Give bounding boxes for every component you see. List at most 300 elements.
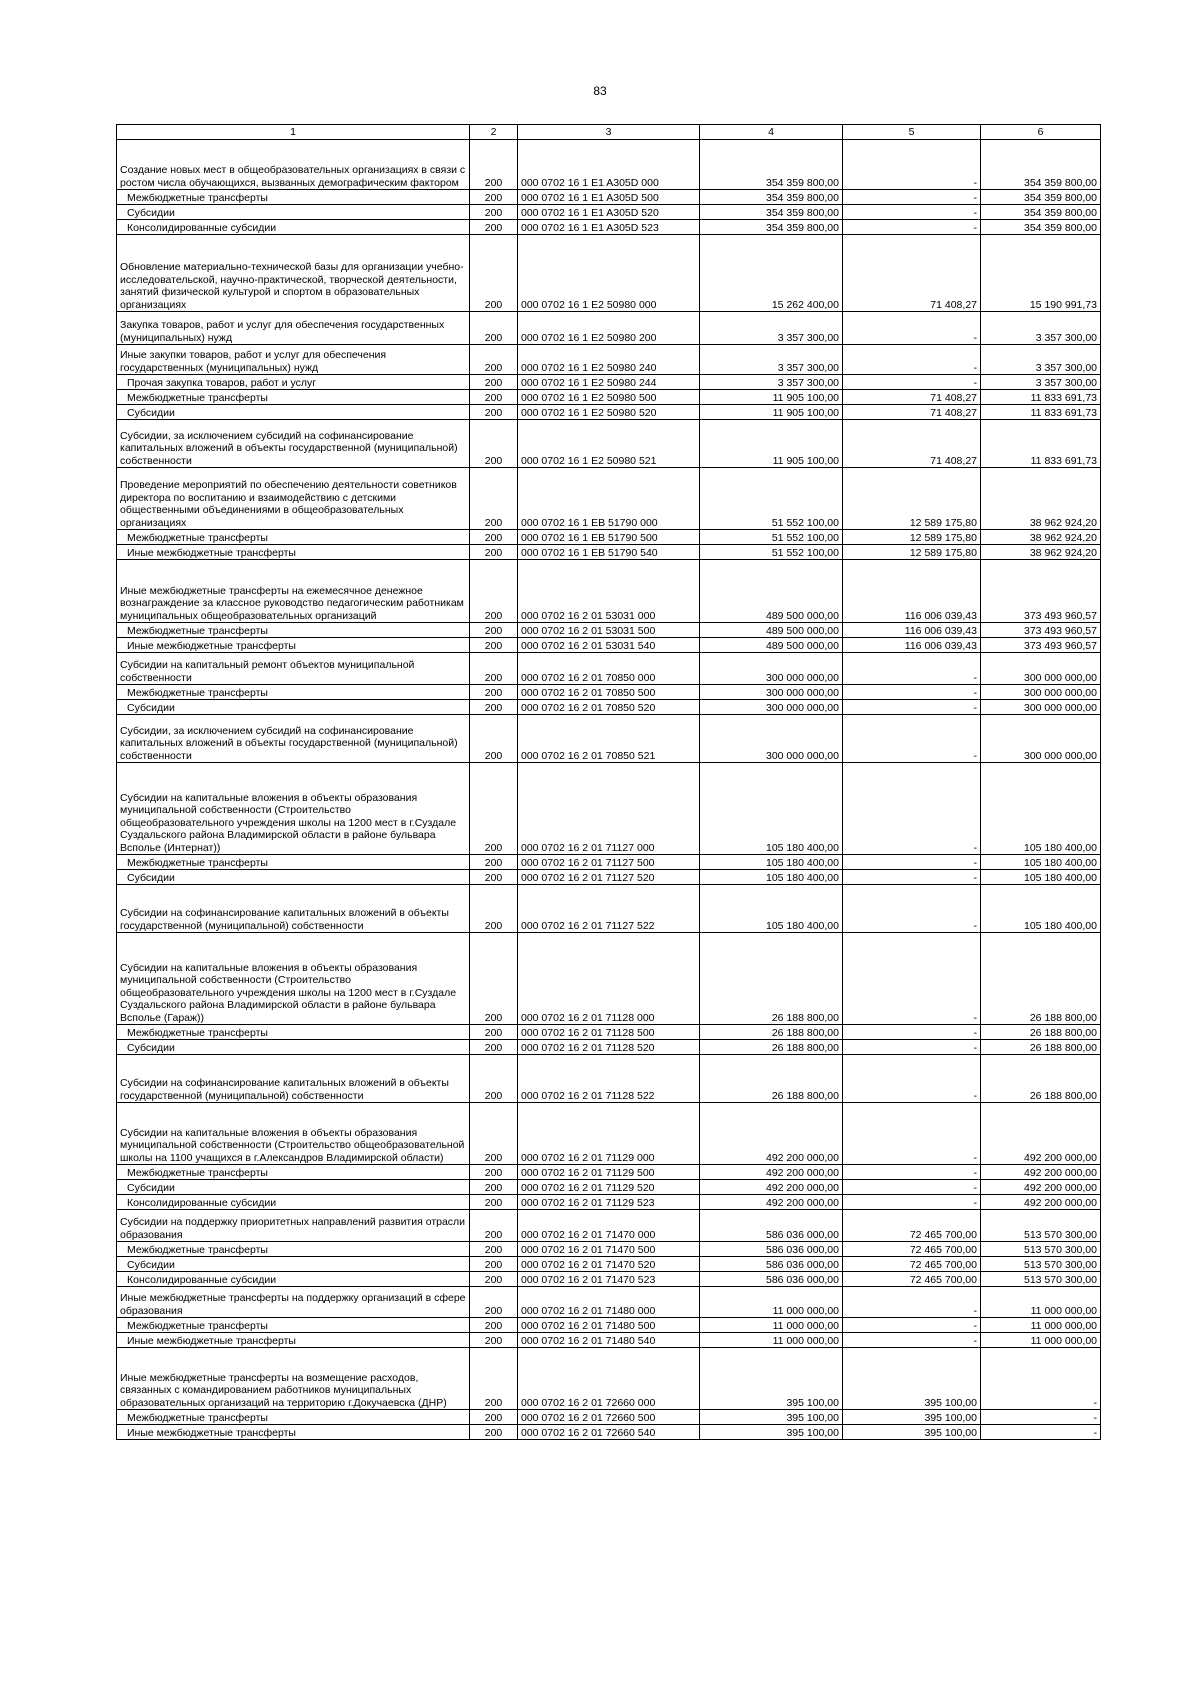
table-row [117, 1055, 1101, 1103]
row-executed-amount-cell: 116 006 039,43 [843, 623, 981, 638]
table-row [117, 1165, 1101, 1180]
row-budget-code-cell: 000 0702 16 2 01 71480 540 [518, 1333, 700, 1348]
row-name-cell: Межбюджетные трансферты [117, 1410, 470, 1425]
table-row [117, 220, 1101, 235]
row-budget-code-cell: 000 0702 16 2 01 71480 500 [518, 1318, 700, 1333]
table-row [117, 685, 1101, 700]
table-row [117, 1025, 1101, 1040]
row-admin-code-cell: 200 [470, 220, 518, 235]
table-row [117, 560, 1101, 623]
row-approved-amount-cell: 11 905 100,00 [700, 390, 843, 405]
table-row [117, 405, 1101, 420]
row-admin-code-cell: 200 [470, 1210, 518, 1242]
row-name-cell: Консолидированные субсидии [117, 1272, 470, 1287]
column-header: 4 [700, 125, 843, 140]
row-budget-code-cell: 000 0702 16 2 01 70850 500 [518, 685, 700, 700]
row-executed-amount-cell: - [843, 1025, 981, 1040]
table-row [117, 1180, 1101, 1195]
row-remaining-amount-cell: 26 188 800,00 [981, 1055, 1101, 1103]
row-admin-code-cell: 200 [470, 345, 518, 375]
row-remaining-amount-cell: 354 359 800,00 [981, 220, 1101, 235]
row-budget-code-cell: 000 0702 16 1 E1 A305D 000 [518, 140, 700, 190]
row-name-cell: Закупка товаров, работ и услуг для обеспечения государственных (муниципальных) нужд [117, 312, 470, 345]
row-admin-code-cell: 200 [470, 1287, 518, 1318]
table-row [117, 1242, 1101, 1257]
row-admin-code-cell: 200 [470, 235, 518, 312]
row-approved-amount-cell: 26 188 800,00 [700, 1055, 843, 1103]
row-budget-code-cell: 000 0702 16 1 EB 51790 000 [518, 468, 700, 530]
row-name-cell: Субсидии на капитальный ремонт объектов муниципальной собственности [117, 653, 470, 685]
row-executed-amount-cell: - [843, 855, 981, 870]
row-admin-code-cell: 200 [470, 638, 518, 653]
table-row [117, 1287, 1101, 1318]
table-row [117, 1103, 1101, 1165]
row-remaining-amount-cell: 11 833 691,73 [981, 420, 1101, 468]
row-admin-code-cell: 200 [470, 545, 518, 560]
row-budget-code-cell: 000 0702 16 1 E2 50980 000 [518, 235, 700, 312]
row-admin-code-cell: 200 [470, 855, 518, 870]
row-budget-code-cell: 000 0702 16 1 E1 A305D 500 [518, 190, 700, 205]
table-row [117, 140, 1101, 190]
row-admin-code-cell: 200 [470, 1025, 518, 1040]
row-remaining-amount-cell: 38 962 924,20 [981, 530, 1101, 545]
row-budget-code-cell: 000 0702 16 2 01 71129 520 [518, 1180, 700, 1195]
row-approved-amount-cell: 11 000 000,00 [700, 1333, 843, 1348]
table-row [117, 468, 1101, 530]
row-name-cell: Межбюджетные трансферты [117, 855, 470, 870]
row-approved-amount-cell: 395 100,00 [700, 1410, 843, 1425]
row-executed-amount-cell: 12 589 175,80 [843, 545, 981, 560]
row-approved-amount-cell: 300 000 000,00 [700, 685, 843, 700]
row-approved-amount-cell: 489 500 000,00 [700, 560, 843, 623]
table-row [117, 870, 1101, 885]
row-budget-code-cell: 000 0702 16 2 01 71127 500 [518, 855, 700, 870]
row-approved-amount-cell: 492 200 000,00 [700, 1165, 843, 1180]
row-budget-code-cell: 000 0702 16 2 01 71127 520 [518, 870, 700, 885]
row-admin-code-cell: 200 [470, 390, 518, 405]
row-name-cell: Межбюджетные трансферты [117, 530, 470, 545]
row-admin-code-cell: 200 [470, 700, 518, 715]
column-header: 5 [843, 125, 981, 140]
row-budget-code-cell: 000 0702 16 1 EB 51790 540 [518, 545, 700, 560]
row-remaining-amount-cell: 105 180 400,00 [981, 763, 1101, 855]
row-budget-code-cell: 000 0702 16 2 01 53031 540 [518, 638, 700, 653]
row-approved-amount-cell: 51 552 100,00 [700, 545, 843, 560]
table-row [117, 933, 1101, 1025]
row-approved-amount-cell: 11 905 100,00 [700, 420, 843, 468]
table-row [117, 638, 1101, 653]
row-admin-code-cell: 200 [470, 623, 518, 638]
row-admin-code-cell: 200 [470, 140, 518, 190]
row-name-cell: Субсидии на софинансирование капитальных вложений в объекты государственной (муниципальной) собственности [117, 885, 470, 933]
row-budget-code-cell: 000 0702 16 1 E2 50980 521 [518, 420, 700, 468]
row-name-cell: Иные межбюджетные трансферты [117, 1333, 470, 1348]
row-remaining-amount-cell: 513 570 300,00 [981, 1272, 1101, 1287]
row-admin-code-cell: 200 [470, 1242, 518, 1257]
row-name-cell: Иные закупки товаров, работ и услуг для обеспечения государственных (муниципальных) нужд [117, 345, 470, 375]
row-name-cell: Субсидии [117, 1180, 470, 1195]
row-approved-amount-cell: 26 188 800,00 [700, 1040, 843, 1055]
row-executed-amount-cell: - [843, 885, 981, 933]
row-budget-code-cell: 000 0702 16 2 01 71129 000 [518, 1103, 700, 1165]
row-name-cell: Субсидии, за исключением субсидий на софинансирование капитальных вложений в объекты государственной (муниципальной) собственности [117, 420, 470, 468]
row-executed-amount-cell: - [843, 1318, 981, 1333]
row-admin-code-cell: 200 [470, 1055, 518, 1103]
row-executed-amount-cell: - [843, 220, 981, 235]
row-remaining-amount-cell: 492 200 000,00 [981, 1103, 1101, 1165]
table-row [117, 390, 1101, 405]
row-approved-amount-cell: 3 357 300,00 [700, 312, 843, 345]
row-remaining-amount-cell: 354 359 800,00 [981, 205, 1101, 220]
row-executed-amount-cell: - [843, 1165, 981, 1180]
row-remaining-amount-cell: 513 570 300,00 [981, 1257, 1101, 1272]
row-approved-amount-cell: 15 262 400,00 [700, 235, 843, 312]
table-row [117, 1272, 1101, 1287]
column-header: 2 [470, 125, 518, 140]
row-admin-code-cell: 200 [470, 1410, 518, 1425]
row-remaining-amount-cell: 105 180 400,00 [981, 885, 1101, 933]
row-name-cell: Иные межбюджетные трансферты [117, 638, 470, 653]
row-name-cell: Субсидии, за исключением субсидий на софинансирование капитальных вложений в объекты государственной (муниципальной) собственности [117, 715, 470, 763]
row-approved-amount-cell: 586 036 000,00 [700, 1272, 843, 1287]
row-executed-amount-cell: 71 408,27 [843, 235, 981, 312]
row-admin-code-cell: 200 [470, 375, 518, 390]
row-name-cell: Межбюджетные трансферты [117, 1025, 470, 1040]
row-name-cell: Межбюджетные трансферты [117, 190, 470, 205]
table-row [117, 420, 1101, 468]
row-admin-code-cell: 200 [470, 530, 518, 545]
row-name-cell: Субсидии на софинансирование капитальных вложений в объекты государственной (муниципальной) собственности [117, 1055, 470, 1103]
row-remaining-amount-cell: 26 188 800,00 [981, 933, 1101, 1025]
row-admin-code-cell: 200 [470, 420, 518, 468]
table-row [117, 700, 1101, 715]
row-remaining-amount-cell: 11 000 000,00 [981, 1333, 1101, 1348]
row-executed-amount-cell: 116 006 039,43 [843, 560, 981, 623]
row-approved-amount-cell: 105 180 400,00 [700, 870, 843, 885]
row-remaining-amount-cell: 300 000 000,00 [981, 653, 1101, 685]
row-name-cell: Иные межбюджетные трансферты на поддержку организаций в сфере образования [117, 1287, 470, 1318]
row-remaining-amount-cell: - [981, 1425, 1101, 1440]
row-remaining-amount-cell: 300 000 000,00 [981, 715, 1101, 763]
row-admin-code-cell: 200 [470, 1103, 518, 1165]
row-executed-amount-cell: - [843, 1180, 981, 1195]
row-executed-amount-cell: 116 006 039,43 [843, 638, 981, 653]
row-budget-code-cell: 000 0702 16 1 EB 51790 500 [518, 530, 700, 545]
row-admin-code-cell: 200 [470, 1040, 518, 1055]
table-row [117, 885, 1101, 933]
table-row [117, 530, 1101, 545]
row-name-cell: Субсидии на капитальные вложения в объекты образования муниципальной собственности (Строительство общеобразовательного учреждения школы на 1200 мест в г.Суздале Суздальского района Владимирской области в районе бульвара Всполье (Гараж)) [117, 933, 470, 1025]
row-remaining-amount-cell: 11 000 000,00 [981, 1318, 1101, 1333]
row-remaining-amount-cell: 373 493 960,57 [981, 638, 1101, 653]
row-executed-amount-cell: - [843, 1103, 981, 1165]
row-executed-amount-cell: 72 465 700,00 [843, 1257, 981, 1272]
row-executed-amount-cell: - [843, 1040, 981, 1055]
row-approved-amount-cell: 11 000 000,00 [700, 1318, 843, 1333]
row-approved-amount-cell: 300 000 000,00 [700, 653, 843, 685]
row-executed-amount-cell: 395 100,00 [843, 1410, 981, 1425]
row-executed-amount-cell: - [843, 140, 981, 190]
row-executed-amount-cell: - [843, 205, 981, 220]
row-budget-code-cell: 000 0702 16 2 01 53031 500 [518, 623, 700, 638]
row-name-cell: Создание новых мест в общеобразовательных организациях в связи с ростом числа обучающихся, вызванных демографическим фактором [117, 140, 470, 190]
row-budget-code-cell: 000 0702 16 2 01 71127 000 [518, 763, 700, 855]
row-remaining-amount-cell: 26 188 800,00 [981, 1025, 1101, 1040]
row-remaining-amount-cell: - [981, 1348, 1101, 1410]
row-budget-code-cell: 000 0702 16 1 E2 50980 520 [518, 405, 700, 420]
table-row [117, 1040, 1101, 1055]
row-budget-code-cell: 000 0702 16 2 01 70850 521 [518, 715, 700, 763]
row-executed-amount-cell: - [843, 870, 981, 885]
row-name-cell: Межбюджетные трансферты [117, 1318, 470, 1333]
row-remaining-amount-cell: 3 357 300,00 [981, 375, 1101, 390]
row-remaining-amount-cell: 300 000 000,00 [981, 685, 1101, 700]
table-row [117, 1348, 1101, 1410]
row-name-cell: Иные межбюджетные трансферты [117, 1425, 470, 1440]
row-executed-amount-cell: - [843, 1333, 981, 1348]
row-executed-amount-cell: 71 408,27 [843, 405, 981, 420]
table-row [117, 190, 1101, 205]
row-remaining-amount-cell: 105 180 400,00 [981, 855, 1101, 870]
table-row [117, 855, 1101, 870]
row-approved-amount-cell: 11 905 100,00 [700, 405, 843, 420]
column-header: 1 [117, 125, 470, 140]
row-name-cell: Субсидии на поддержку приоритетных направлений развития отрасли образования [117, 1210, 470, 1242]
row-budget-code-cell: 000 0702 16 2 01 71470 500 [518, 1242, 700, 1257]
table-row [117, 235, 1101, 312]
row-remaining-amount-cell: 354 359 800,00 [981, 140, 1101, 190]
table-row [117, 1333, 1101, 1348]
row-name-cell: Субсидии на капитальные вложения в объекты образования муниципальной собственности (Строительство общеобразовательного учреждения школы на 1200 мест в г.Суздале Суздальского района Владимирской области в районе бульвара Всполье (Интернат)) [117, 763, 470, 855]
row-name-cell: Иные межбюджетные трансферты на возмещение расходов, связанных с командированием работников муниципальных образовательных организаций на территорию г.Докучаевска (ДНР) [117, 1348, 470, 1410]
row-budget-code-cell: 000 0702 16 1 E1 A305D 523 [518, 220, 700, 235]
row-name-cell: Иные межбюджетные трансферты [117, 545, 470, 560]
row-name-cell: Межбюджетные трансферты [117, 623, 470, 638]
table-row [117, 1410, 1101, 1425]
row-approved-amount-cell: 492 200 000,00 [700, 1103, 843, 1165]
row-remaining-amount-cell: - [981, 1410, 1101, 1425]
row-remaining-amount-cell: 11 000 000,00 [981, 1287, 1101, 1318]
row-name-cell: Межбюджетные трансферты [117, 390, 470, 405]
row-admin-code-cell: 200 [470, 653, 518, 685]
row-name-cell: Субсидии [117, 700, 470, 715]
row-admin-code-cell: 200 [470, 405, 518, 420]
row-remaining-amount-cell: 3 357 300,00 [981, 312, 1101, 345]
table-row [117, 1257, 1101, 1272]
row-executed-amount-cell: 395 100,00 [843, 1348, 981, 1410]
row-admin-code-cell: 200 [470, 870, 518, 885]
row-budget-code-cell: 000 0702 16 2 01 71470 000 [518, 1210, 700, 1242]
row-admin-code-cell: 200 [470, 763, 518, 855]
row-approved-amount-cell: 51 552 100,00 [700, 530, 843, 545]
row-admin-code-cell: 200 [470, 190, 518, 205]
row-name-cell: Межбюджетные трансферты [117, 1242, 470, 1257]
row-admin-code-cell: 200 [470, 1318, 518, 1333]
row-remaining-amount-cell: 105 180 400,00 [981, 870, 1101, 885]
row-budget-code-cell: 000 0702 16 2 01 70850 000 [518, 653, 700, 685]
row-approved-amount-cell: 26 188 800,00 [700, 933, 843, 1025]
row-admin-code-cell: 200 [470, 205, 518, 220]
row-name-cell: Субсидии на капитальные вложения в объекты образования муниципальной собственности (Строительство общеобразовательной школы на 1100 учащихся в г.Александров Владимирской области) [117, 1103, 470, 1165]
row-budget-code-cell: 000 0702 16 2 01 71128 522 [518, 1055, 700, 1103]
row-remaining-amount-cell: 492 200 000,00 [981, 1165, 1101, 1180]
row-budget-code-cell: 000 0702 16 1 E1 A305D 520 [518, 205, 700, 220]
row-admin-code-cell: 200 [470, 1180, 518, 1195]
table-row [117, 312, 1101, 345]
table-row [117, 345, 1101, 375]
row-budget-code-cell: 000 0702 16 2 01 71129 500 [518, 1165, 700, 1180]
row-approved-amount-cell: 354 359 800,00 [700, 140, 843, 190]
column-header: 6 [981, 125, 1101, 140]
row-executed-amount-cell: - [843, 1195, 981, 1210]
table-row [117, 1425, 1101, 1440]
row-remaining-amount-cell: 492 200 000,00 [981, 1180, 1101, 1195]
row-executed-amount-cell: - [843, 763, 981, 855]
row-approved-amount-cell: 26 188 800,00 [700, 1025, 843, 1040]
table-row [117, 375, 1101, 390]
row-admin-code-cell: 200 [470, 685, 518, 700]
table-row [117, 1195, 1101, 1210]
row-name-cell: Прочая закупка товаров, работ и услуг [117, 375, 470, 390]
row-approved-amount-cell: 586 036 000,00 [700, 1242, 843, 1257]
row-admin-code-cell: 200 [470, 1425, 518, 1440]
row-approved-amount-cell: 300 000 000,00 [700, 715, 843, 763]
row-admin-code-cell: 200 [470, 933, 518, 1025]
row-budget-code-cell: 000 0702 16 2 01 71128 000 [518, 933, 700, 1025]
row-executed-amount-cell: - [843, 1055, 981, 1103]
row-approved-amount-cell: 586 036 000,00 [700, 1257, 843, 1272]
table-row [117, 545, 1101, 560]
row-approved-amount-cell: 354 359 800,00 [700, 205, 843, 220]
row-approved-amount-cell: 105 180 400,00 [700, 855, 843, 870]
row-name-cell: Консолидированные субсидии [117, 1195, 470, 1210]
row-approved-amount-cell: 395 100,00 [700, 1425, 843, 1440]
row-executed-amount-cell: 12 589 175,80 [843, 468, 981, 530]
row-executed-amount-cell: - [843, 1287, 981, 1318]
row-admin-code-cell: 200 [470, 715, 518, 763]
row-name-cell: Субсидии [117, 1257, 470, 1272]
row-budget-code-cell: 000 0702 16 2 01 71480 000 [518, 1287, 700, 1318]
table-row [117, 653, 1101, 685]
row-approved-amount-cell: 586 036 000,00 [700, 1210, 843, 1242]
row-approved-amount-cell: 3 357 300,00 [700, 345, 843, 375]
row-budget-code-cell: 000 0702 16 1 E2 50980 200 [518, 312, 700, 345]
row-admin-code-cell: 200 [470, 468, 518, 530]
row-name-cell: Субсидии [117, 870, 470, 885]
row-admin-code-cell: 200 [470, 1257, 518, 1272]
budget-table [116, 124, 1101, 1440]
row-admin-code-cell: 200 [470, 1165, 518, 1180]
row-executed-amount-cell: 395 100,00 [843, 1425, 981, 1440]
row-remaining-amount-cell: 11 833 691,73 [981, 390, 1101, 405]
row-remaining-amount-cell: 26 188 800,00 [981, 1040, 1101, 1055]
row-remaining-amount-cell: 15 190 991,73 [981, 235, 1101, 312]
row-remaining-amount-cell: 354 359 800,00 [981, 190, 1101, 205]
column-header: 3 [518, 125, 700, 140]
row-name-cell: Субсидии [117, 1040, 470, 1055]
table-row [117, 763, 1101, 855]
row-budget-code-cell: 000 0702 16 2 01 72660 000 [518, 1348, 700, 1410]
row-approved-amount-cell: 3 357 300,00 [700, 375, 843, 390]
row-budget-code-cell: 000 0702 16 2 01 72660 500 [518, 1410, 700, 1425]
row-approved-amount-cell: 51 552 100,00 [700, 468, 843, 530]
row-name-cell: Обновление материально-технической базы для организации учебно-исследовательской, научно-практической, творческой деятельности, занятий физической культурой и спортом в образовательных организациях [117, 235, 470, 312]
row-approved-amount-cell: 354 359 800,00 [700, 190, 843, 205]
table-row [117, 623, 1101, 638]
row-budget-code-cell: 000 0702 16 1 E2 50980 240 [518, 345, 700, 375]
row-budget-code-cell: 000 0702 16 2 01 71128 520 [518, 1040, 700, 1055]
row-executed-amount-cell: 12 589 175,80 [843, 530, 981, 545]
row-approved-amount-cell: 489 500 000,00 [700, 623, 843, 638]
row-executed-amount-cell: 72 465 700,00 [843, 1242, 981, 1257]
row-executed-amount-cell: 72 465 700,00 [843, 1210, 981, 1242]
table-row [117, 715, 1101, 763]
row-name-cell: Иные межбюджетные трансферты на ежемесячное денежное вознаграждение за классное руководство педагогическим работникам муниципальных общеобразовательных организаций [117, 560, 470, 623]
row-name-cell: Межбюджетные трансферты [117, 1165, 470, 1180]
row-executed-amount-cell: - [843, 700, 981, 715]
row-admin-code-cell: 200 [470, 1272, 518, 1287]
page-number: 83 [593, 84, 607, 98]
table-row [117, 205, 1101, 220]
row-budget-code-cell: 000 0702 16 1 E2 50980 500 [518, 390, 700, 405]
row-approved-amount-cell: 489 500 000,00 [700, 638, 843, 653]
row-executed-amount-cell: 71 408,27 [843, 390, 981, 405]
row-executed-amount-cell: - [843, 345, 981, 375]
row-name-cell: Межбюджетные трансферты [117, 685, 470, 700]
row-executed-amount-cell: - [843, 933, 981, 1025]
row-name-cell: Проведение мероприятий по обеспечению деятельности советников директора по воспитанию и взаимодействию с детскими общественными объединениями в общеобразовательных организациях [117, 468, 470, 530]
table-row [117, 1210, 1101, 1242]
row-executed-amount-cell: 71 408,27 [843, 420, 981, 468]
row-remaining-amount-cell: 11 833 691,73 [981, 405, 1101, 420]
row-executed-amount-cell: - [843, 190, 981, 205]
row-name-cell: Субсидии [117, 205, 470, 220]
row-remaining-amount-cell: 513 570 300,00 [981, 1242, 1101, 1257]
row-budget-code-cell: 000 0702 16 1 E2 50980 244 [518, 375, 700, 390]
row-approved-amount-cell: 492 200 000,00 [700, 1195, 843, 1210]
row-remaining-amount-cell: 513 570 300,00 [981, 1210, 1101, 1242]
row-remaining-amount-cell: 492 200 000,00 [981, 1195, 1101, 1210]
row-executed-amount-cell: - [843, 653, 981, 685]
row-approved-amount-cell: 11 000 000,00 [700, 1287, 843, 1318]
row-remaining-amount-cell: 3 357 300,00 [981, 345, 1101, 375]
row-approved-amount-cell: 395 100,00 [700, 1348, 843, 1410]
row-approved-amount-cell: 105 180 400,00 [700, 763, 843, 855]
row-approved-amount-cell: 354 359 800,00 [700, 220, 843, 235]
row-admin-code-cell: 200 [470, 312, 518, 345]
row-name-cell: Консолидированные субсидии [117, 220, 470, 235]
row-budget-code-cell: 000 0702 16 2 01 71128 500 [518, 1025, 700, 1040]
row-executed-amount-cell: - [843, 312, 981, 345]
row-remaining-amount-cell: 373 493 960,57 [981, 560, 1101, 623]
table-header-row [117, 125, 1101, 140]
row-budget-code-cell: 000 0702 16 2 01 71470 520 [518, 1257, 700, 1272]
table-row [117, 1318, 1101, 1333]
row-budget-code-cell: 000 0702 16 2 01 71129 523 [518, 1195, 700, 1210]
row-remaining-amount-cell: 38 962 924,20 [981, 468, 1101, 530]
row-executed-amount-cell: - [843, 715, 981, 763]
row-admin-code-cell: 200 [470, 560, 518, 623]
row-budget-code-cell: 000 0702 16 2 01 72660 540 [518, 1425, 700, 1440]
row-budget-code-cell: 000 0702 16 2 01 53031 000 [518, 560, 700, 623]
row-approved-amount-cell: 105 180 400,00 [700, 885, 843, 933]
row-admin-code-cell: 200 [470, 1333, 518, 1348]
row-admin-code-cell: 200 [470, 885, 518, 933]
row-remaining-amount-cell: 373 493 960,57 [981, 623, 1101, 638]
row-executed-amount-cell: - [843, 375, 981, 390]
row-executed-amount-cell: 72 465 700,00 [843, 1272, 981, 1287]
row-budget-code-cell: 000 0702 16 2 01 70850 520 [518, 700, 700, 715]
